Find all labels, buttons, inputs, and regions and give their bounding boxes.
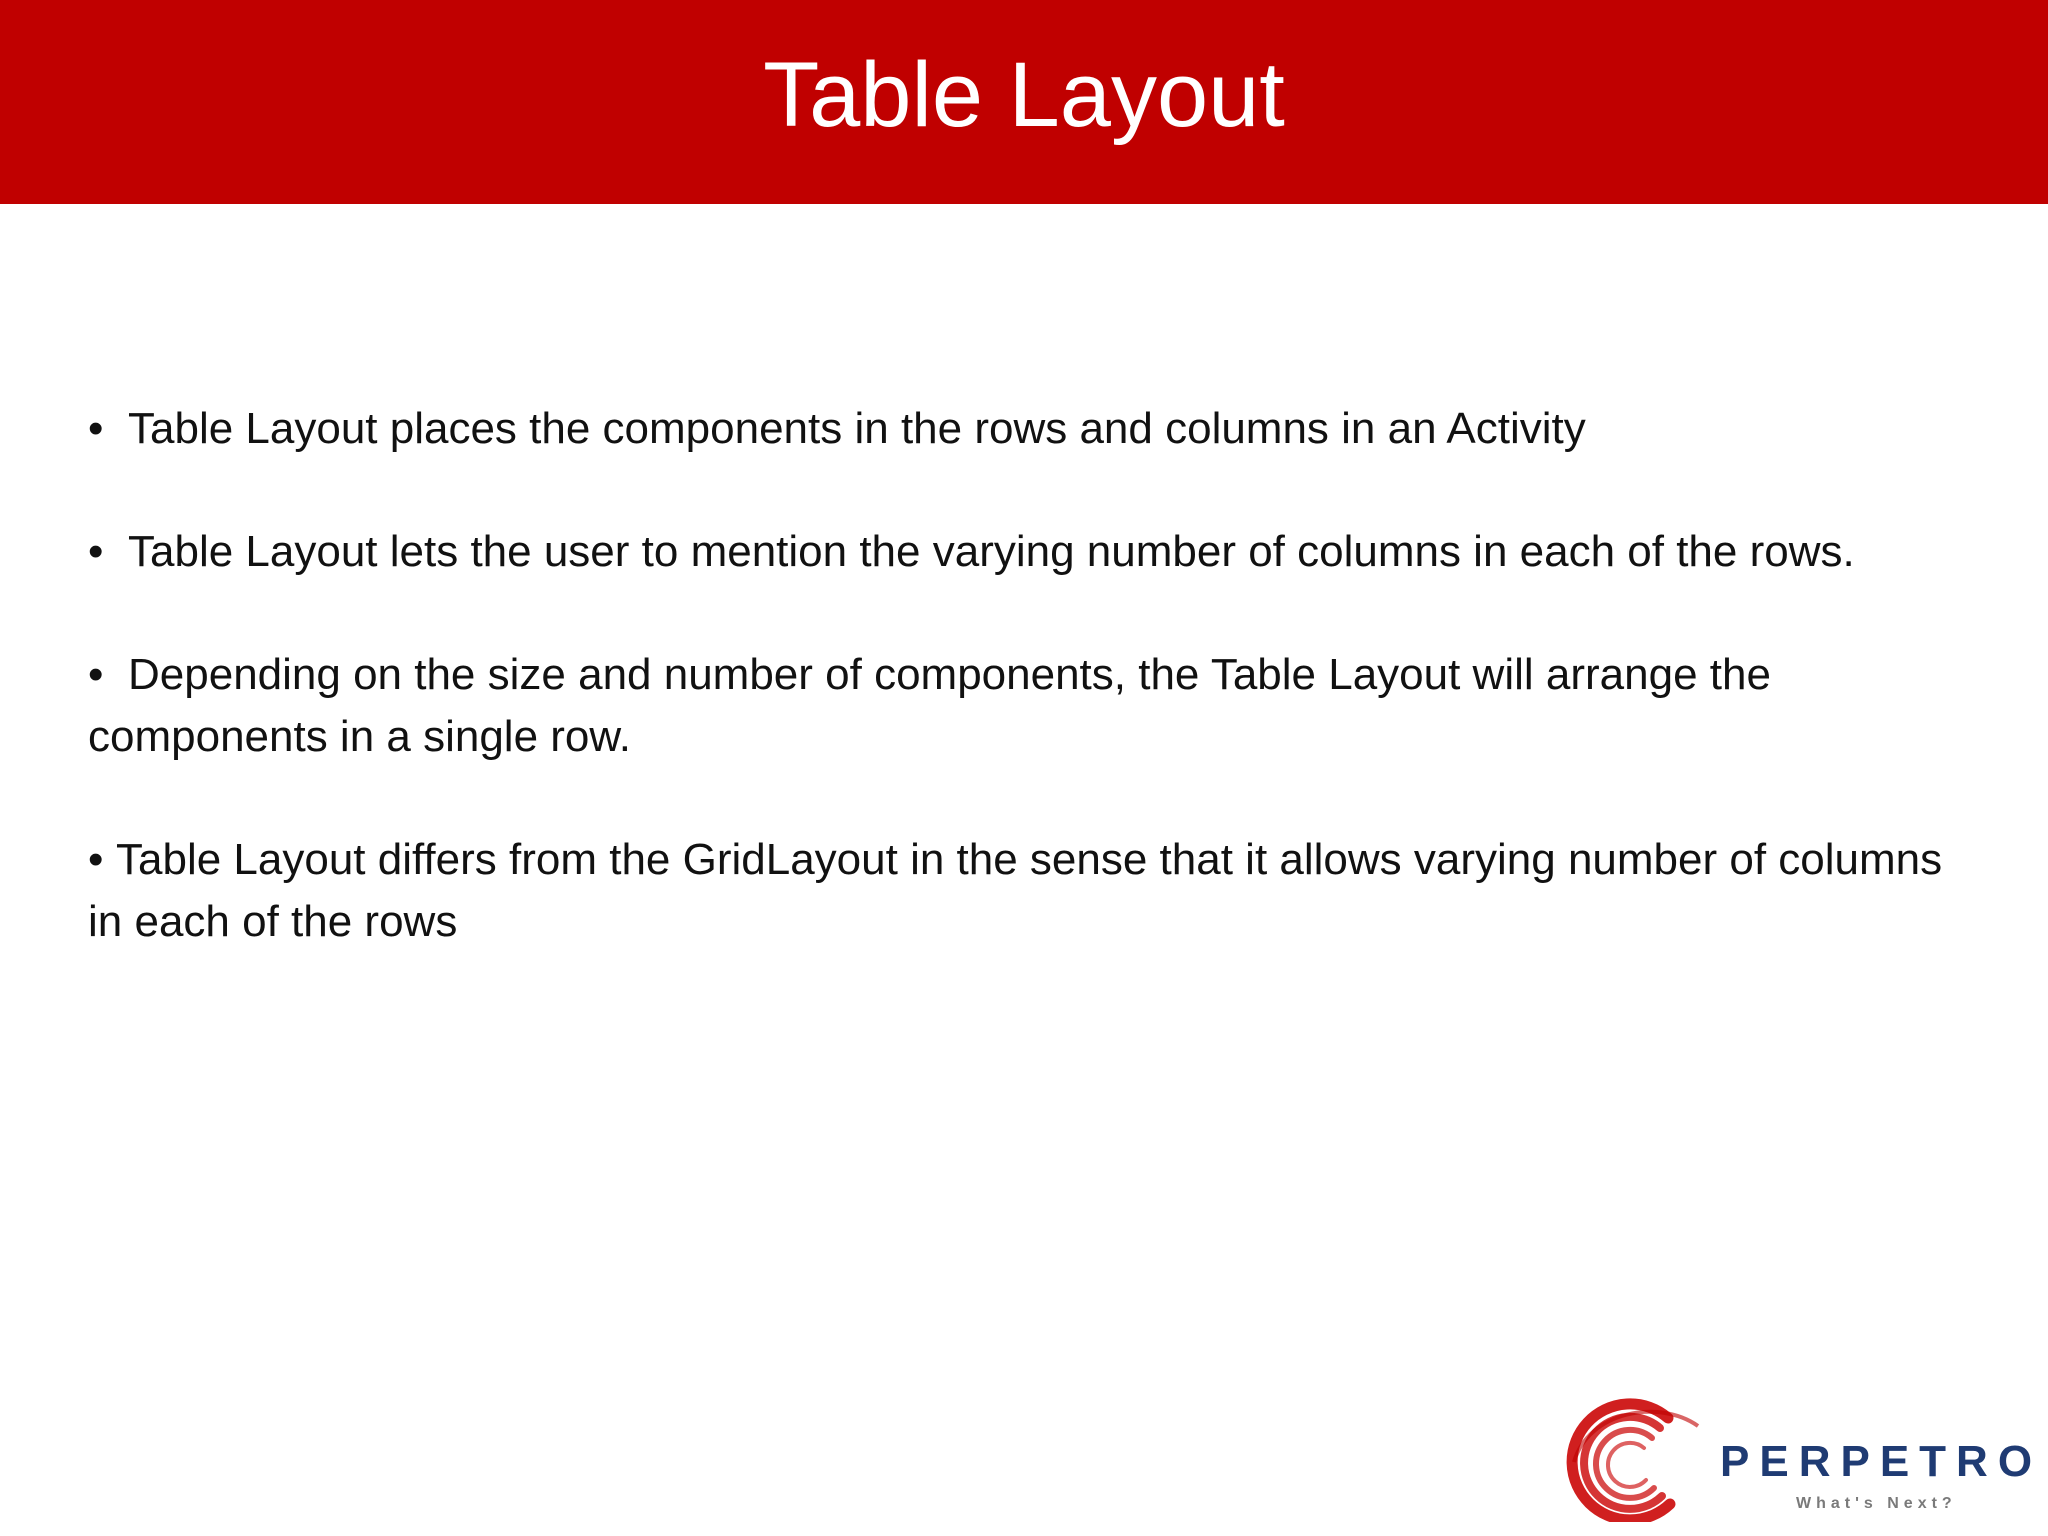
bullet-item bbox=[88, 521, 1948, 583]
bullet-text: Table Layout lets the user to mention the varying number of columns in each of the rows. bbox=[128, 527, 1855, 576]
title-bar bbox=[0, 0, 2048, 204]
bullet-marker: • bbox=[88, 650, 104, 699]
perpetro-logo bbox=[1548, 1392, 2043, 1522]
bullet-list bbox=[88, 398, 1948, 953]
bullet-text: Table Layout differs from the GridLayout in the sense that it allows varying number of columns in each of the rows bbox=[88, 835, 1943, 946]
slide-title: Table Layout bbox=[763, 44, 1285, 146]
bullet-text: Depending on the size and number of components, the Table Layout will arrange the components in a single row. bbox=[88, 650, 1771, 761]
bullet-marker: • bbox=[88, 835, 104, 884]
logo-wordmark: PERPETRO bbox=[1720, 1437, 2043, 1486]
bullet-marker: • bbox=[88, 404, 104, 453]
bullet-marker: • bbox=[88, 527, 104, 576]
bullet-item bbox=[88, 829, 1948, 953]
bullet-item bbox=[88, 398, 1948, 460]
bullet-text: Table Layout places the components in the rows and columns in an Activity bbox=[128, 404, 1586, 453]
logo-tagline: What's Next? bbox=[1796, 1495, 1957, 1512]
bullet-item bbox=[88, 644, 1948, 768]
